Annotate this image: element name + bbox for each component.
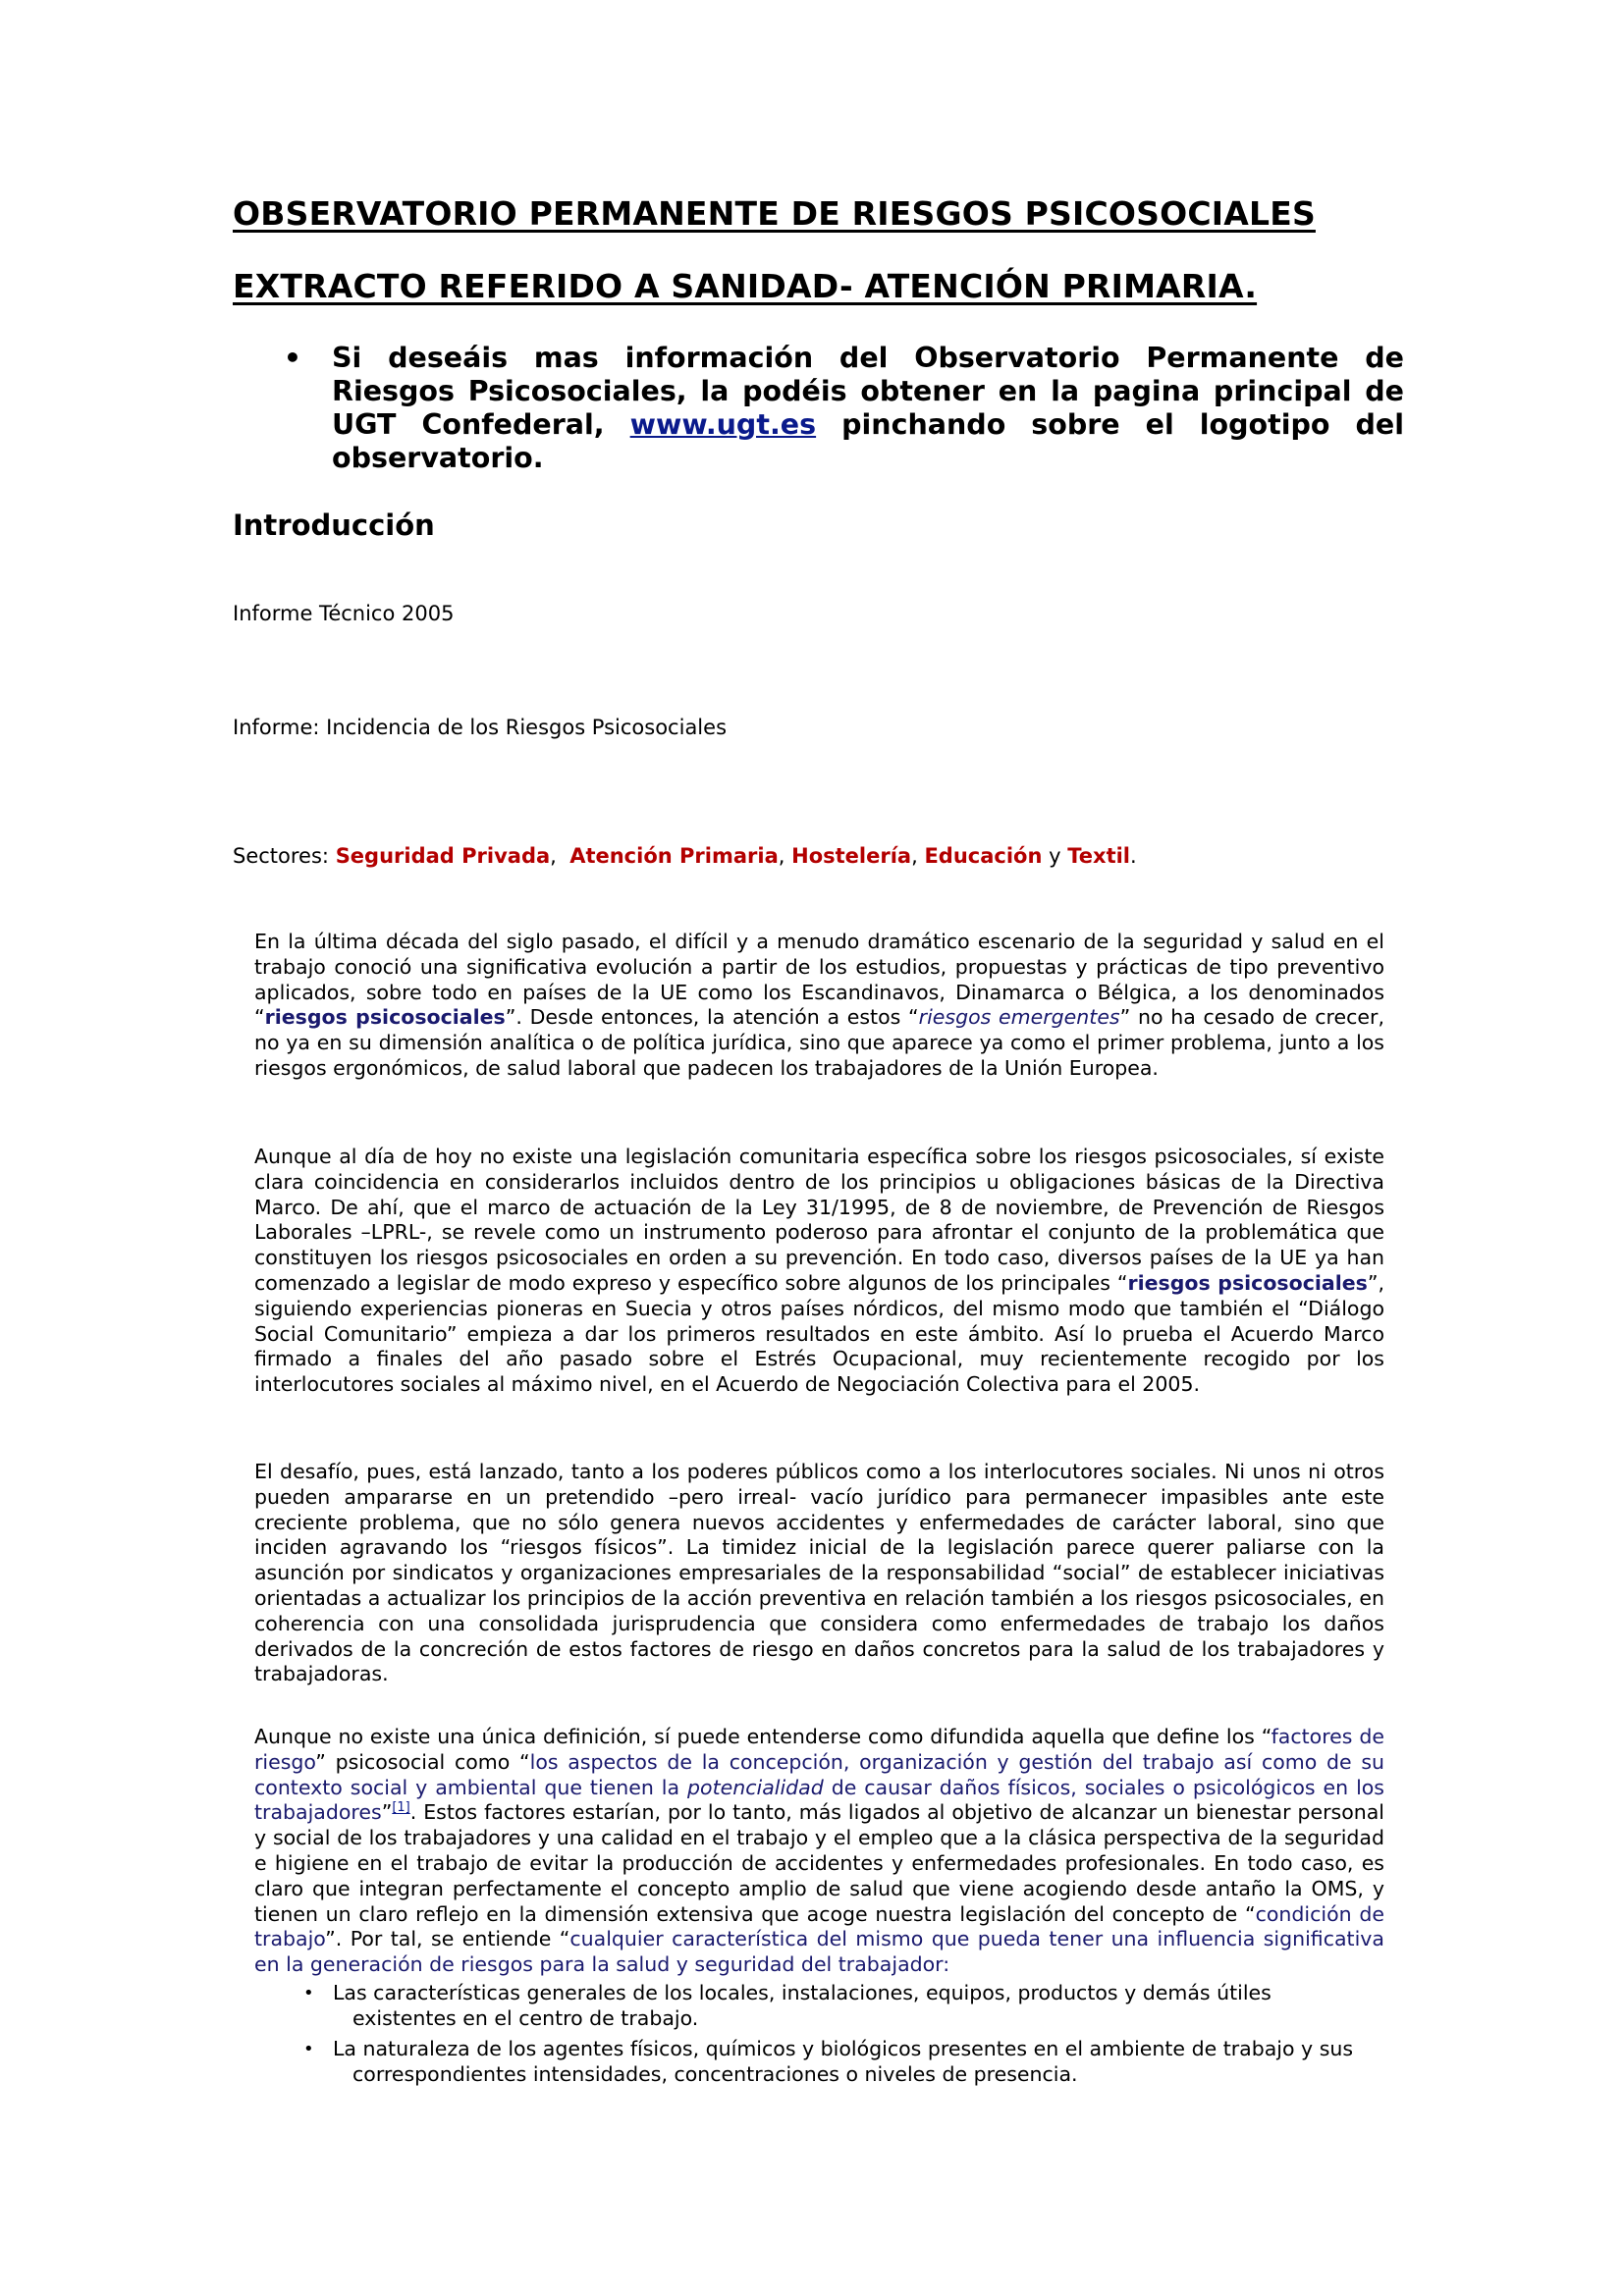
list-bullet: •: [303, 1983, 314, 2003]
sectores-label: Sectores:: [233, 844, 329, 868]
p4-condicion-trabajo: condición de trabajo: [254, 1901, 1384, 1951]
p1-text-b: ”. Desde entonces, la atención a estos “: [505, 1005, 919, 1030]
info-bullet: •: [284, 342, 301, 374]
footnote-ref-1[interactable]: [1]: [392, 1800, 410, 1816]
p2-bold-term: riesgos psicosociales: [1127, 1270, 1368, 1295]
p4-definition-c: cualquier característica del mismo que pueda tener una influencia significativa en la generación de riesgos para la salud y seguridad del trabajador: [254, 1927, 1384, 1977]
p4-factores-riesgo: factores de riesgo: [254, 1725, 1384, 1774]
p4-text-b: ” psicosocial como “: [315, 1749, 530, 1774]
paragraph-1: [254, 930, 1384, 1082]
paragraph-4: [254, 1725, 1384, 1978]
sector-separator: ,: [550, 844, 557, 868]
intro-heading: Introducción: [233, 508, 435, 542]
p4-text-e: ”. Por tal, se entiende “: [325, 1927, 570, 1951]
p4-definition-a: los aspectos de la concepción, organización y gestión del trabajo así como de su contexto social y ambiental que tienen la: [254, 1749, 1384, 1799]
p4-colon: :: [943, 1952, 950, 1977]
p1-italic-term: riesgos emergentes: [918, 1005, 1120, 1030]
list-item-text: Las características generales de los locales, instalaciones, equipos, productos y demás útiles: [333, 1981, 1271, 2004]
list-item: [303, 2037, 1384, 2088]
p4-text-d: . Estos factores estarían, por lo tanto, más ligados al objetivo de alcanzar un bienestar personal y social de los trabajadores y una calidad en el trabajo y el empleo que a la clásica perspectiva de la seguridad e higiene en el trabajo de evitar la producción de accidentes y enfermedades profesionales. En todo caso, es claro que integran perfectamente el concepto amplio de salud que viene acogiendo desde antaño la OMS, y tienen un claro reflejo en la dimensión extensiva que acoge nuestra legislación del concepto de “: [254, 1800, 1384, 1926]
document-subtitle: EXTRACTO REFERIDO A SANIDAD- ATENCIÓN PRIMARIA.: [233, 267, 1258, 305]
document-title: OBSERVATORIO PERMANENTE DE RIESGOS PSICOSOCIALES: [233, 194, 1316, 233]
paragraph-2: [254, 1145, 1384, 1398]
p4-potencialidad: potencialidad: [687, 1775, 824, 1799]
info-paragraph: [332, 342, 1404, 475]
p1-text-a: En la última década del siglo pasado, el difícil y a menudo dramático escenario de la seguridad y salud en el trabajo conoció una significativa evolución a partir de los estudios, propuestas y prácticas de tipo preventivo aplicados, sobre todo en países de la UE como los Escandinavos, Dinamarca o Bélgica, a los denominados “: [254, 930, 1384, 1030]
sector-separator: ,: [911, 844, 918, 868]
info-text-before: Si deseáis mas información del Observatorio Permanente de Riesgos Psicosociales, la podéis obtener en la pagina principal de UGT Confederal,: [332, 342, 1404, 441]
sector-separator: ,: [778, 844, 785, 868]
p1-text-c: ” no ha cesado de crecer, no ya en su dimensión analítica o de política jurídica, sino que aparece ya como el primer problema, junto a los riesgos ergonómicos, de salud laboral que padecen los trabajadores de la Unión Europea.: [254, 1005, 1384, 1080]
sector-textil: Textil: [1067, 844, 1131, 868]
list-item-text: La naturaleza de los agentes físicos, químicos y biológicos presentes en el ambiente de trabajo y sus: [333, 2037, 1354, 2060]
list-item-continuation: correspondientes intensidades, concentraciones o niveles de presencia.: [352, 2061, 1078, 2086]
info-text-after: pinchando sobre el logotipo del observatorio.: [332, 408, 1404, 474]
sector-seguridad-privada: Seguridad Privada: [335, 844, 551, 868]
p4-text-a: Aunque no existe una única definición, sí puede entenderse como difundida aquella que define los “: [254, 1725, 1271, 1748]
sector-atencion-primaria: Atención Primaria: [569, 844, 779, 868]
sector-educacion: Educación: [924, 844, 1043, 868]
informe-tecnico: Informe Técnico 2005: [233, 602, 455, 625]
list-item: [303, 1981, 1384, 2032]
ugt-link[interactable]: www.ugt.es: [629, 408, 817, 441]
p1-bold-term: riesgos psicosociales: [264, 1005, 506, 1030]
list-item-continuation: existentes en el centro de trabajo.: [352, 2005, 699, 2030]
informe-incidencia: Informe: Incidencia de los Riesgos Psicosociales: [233, 716, 728, 739]
p4-close-quote: ”: [381, 1800, 393, 1825]
sector-conjunction: y: [1049, 844, 1061, 868]
sector-hosteleria: Hostelería: [791, 844, 912, 868]
list-bullet: •: [303, 2039, 314, 2059]
p4-definition-b: de causar daños físicos, sociales o psicológicos en los trabajadores: [254, 1775, 1384, 1825]
p2-text-a: Aunque al día de hoy no existe una legislación comunitaria específica sobre los riesgos psicosociales, sí existe clara coincidencia en considerarlos incluidos dentro de los principios u obligaciones básicas de la Directiva Marco. De ahí, que el marco de actuación de la Ley 31/1995, de 8 de noviembre, de Prevención de Riesgos Laborales –LPRL-, se revele como un instrumento poderoso para afrontar el conjunto de la problemática que constituyen los riesgos psicosociales en orden a su prevención. En todo caso, diversos países de la UE ya han comenzado a legislar de modo expreso y específico sobre algunos de los principales “: [254, 1145, 1384, 1295]
paragraph-3: El desafío, pues, está lanzado, tanto a los poderes públicos como a los interlocutores sociales. Ni unos ni otros pueden ampararse en un pretendido –pero irreal- vacío jurídico para permanecer impasibles ante este creciente problema, que no sólo genera nuevos accidentes y enfermedades de carácter laboral, sino que inciden agravando los “riesgos físicos”. La timidez inicial de la legislación parece querer paliarse con la asunción por sindicatos y organizaciones empresariales de la responsabilidad “social” de establecer iniciativas orientadas a actualizar los principios de la acción preventiva en relación también a los riesgos psicosociales, en coherencia con una consolidada jurisprudencia que considera como enfermedades de trabajo los daños derivados de la concreción de estos factores de riesgo en daños concretos para la salud de los trabajadores y trabajadoras.: [254, 1460, 1384, 1686]
p2-text-b: ”, siguiendo experiencias pioneras en Suecia y otros países nórdicos, del mismo modo que también el “Diálogo Social Comunitario” empieza a dar los primeros resultados en este ámbito. Así lo prueba el Acuerdo Marco firmado a finales del año pasado sobre el Estrés Ocupacional, muy recientemente recogido por los interlocutores sociales al máximo nivel, en el Acuerdo de Negociación Colectiva para el 2005.: [254, 1270, 1384, 1397]
sector-end: .: [1130, 844, 1137, 868]
sectores-line: [233, 844, 1137, 868]
